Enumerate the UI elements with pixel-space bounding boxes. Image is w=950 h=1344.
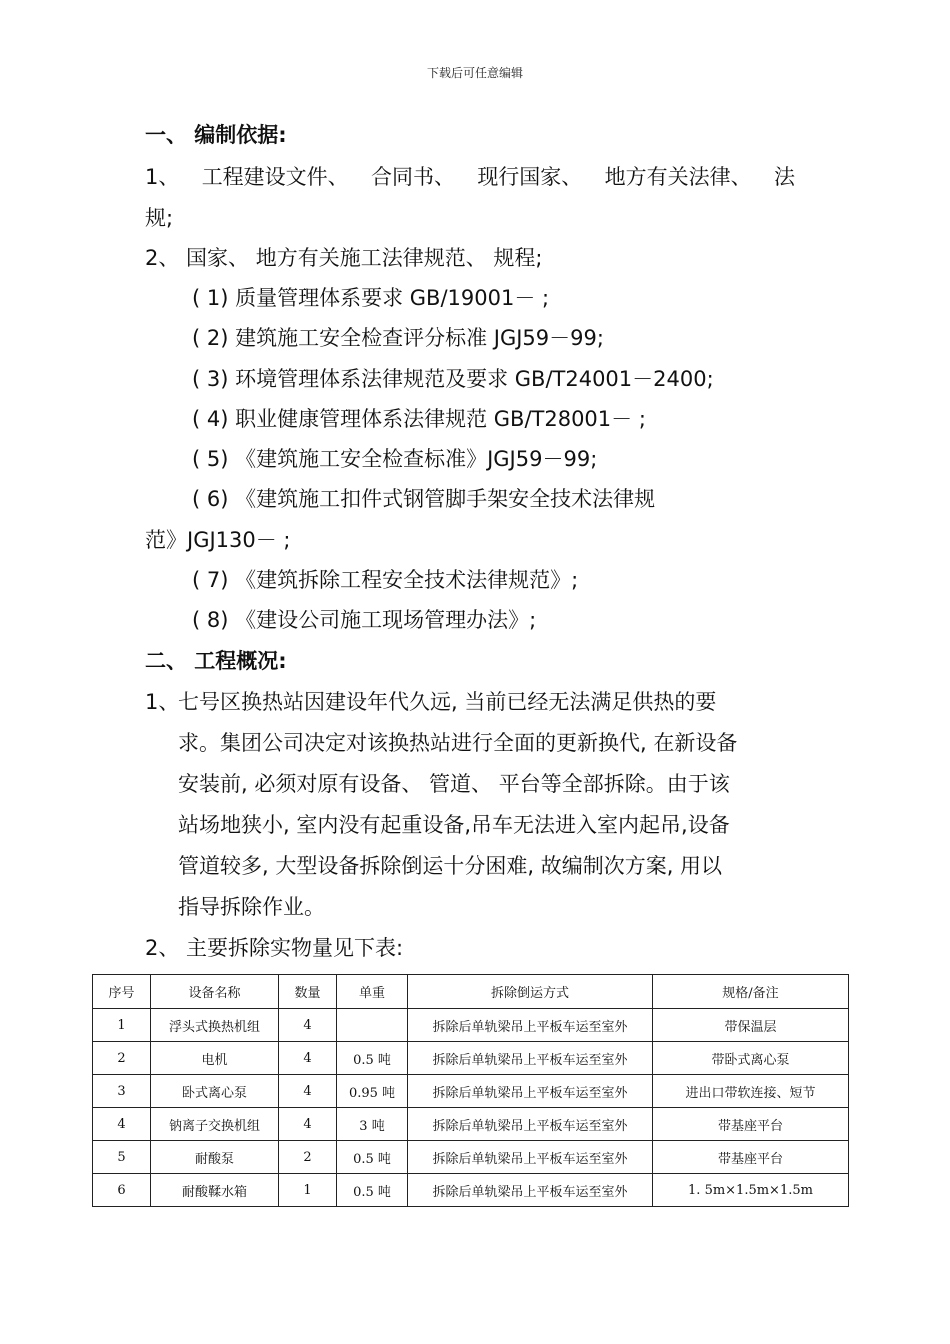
header-cell: 规格/备注	[653, 975, 849, 1009]
table-cell: 卧式离心泵	[151, 1075, 279, 1108]
table-row	[93, 1009, 849, 1042]
section1-title: 一、 编制依据:	[145, 123, 287, 147]
table-cell: 拆除后单轨梁吊上平板车运至室外	[408, 1108, 653, 1141]
table-cell: 1	[279, 1174, 337, 1207]
table-cell: 4	[279, 1042, 337, 1075]
table-cell: 4	[279, 1075, 337, 1108]
item1-part: 工程建设文件、	[201, 165, 349, 189]
table-cell: 2	[93, 1042, 151, 1075]
subitem-1: ( 1) 质量管理体系要求 GB/19001－ ;	[192, 286, 550, 310]
table-cell: 2	[279, 1141, 337, 1174]
section2-item2: 2、 主要拆除实物量见下表:	[145, 936, 404, 960]
table-cell: 5	[93, 1141, 151, 1174]
header-cell: 设备名称	[151, 975, 279, 1009]
table-row	[93, 1075, 849, 1108]
subitem-8: ( 8) 《建设公司施工现场管理办法》;	[192, 608, 537, 632]
paragraph-line: 七号区换热站因建设年代久远, 当前已经无法满足供热的要	[178, 690, 717, 714]
table-cell: 耐酸鞣水箱	[151, 1174, 279, 1207]
section1-item1	[145, 162, 795, 192]
paragraph-line: 管道较多, 大型设备拆除倒运十分困难, 故编制次方案, 用以	[178, 854, 723, 878]
table-cell	[337, 1009, 408, 1042]
table-row	[93, 1042, 849, 1075]
table-cell: 6	[93, 1174, 151, 1207]
item1-part: 地方有关法律、	[604, 165, 752, 189]
table-cell: 0.5 吨	[337, 1042, 408, 1075]
subitem-2: ( 2) 建筑施工安全检查评分标准 JGJ59－99;	[192, 326, 604, 350]
table-cell: 4	[279, 1009, 337, 1042]
table-cell: 0.5 吨	[337, 1174, 408, 1207]
section2-item1-number: 1、	[145, 690, 180, 714]
table-cell: 带基座平台	[653, 1141, 849, 1174]
table-cell: 拆除后单轨梁吊上平板车运至室外	[408, 1141, 653, 1174]
table-row	[93, 1108, 849, 1141]
subitem-3: ( 3) 环境管理体系法律规范及要求 GB/T24001－2400;	[192, 367, 714, 391]
item1-part: 现行国家、	[477, 165, 583, 189]
table-cell: 带保温层	[653, 1009, 849, 1042]
paragraph-line: 安装前, 必须对原有设备、 管道、 平台等全部拆除。由于该	[178, 772, 730, 796]
table-cell: 3	[93, 1075, 151, 1108]
table-cell: 浮头式换热机组	[151, 1009, 279, 1042]
table-cell: 带卧式离心泵	[653, 1042, 849, 1075]
section1-item2: 2、 国家、 地方有关施工法律规范、 规程;	[145, 246, 543, 270]
subitem-5: ( 5) 《建筑施工安全检查标准》JGJ59－99;	[192, 447, 598, 471]
table-row	[93, 1141, 849, 1174]
subitem-7: ( 7) 《建筑拆除工程安全技术法律规范》;	[192, 568, 579, 592]
table-cell: 4	[93, 1108, 151, 1141]
table-cell: 3 吨	[337, 1108, 408, 1141]
table-cell: 拆除后单轨梁吊上平板车运至室外	[408, 1042, 653, 1075]
item1-part: 1、	[145, 165, 180, 189]
table-cell: 钠离子交换机组	[151, 1108, 279, 1141]
table-cell: 耐酸泵	[151, 1141, 279, 1174]
subitem-6: ( 6) 《建筑施工扣件式钢管脚手架安全技术法律规	[192, 487, 656, 511]
item1-part: 合同书、	[371, 165, 455, 189]
header-cell: 单重	[337, 975, 408, 1009]
demolition-table	[92, 974, 849, 1207]
table-row	[93, 1174, 849, 1207]
subitem-6-cont: 范》JGJ130－ ;	[145, 528, 291, 552]
table-cell: 4	[279, 1108, 337, 1141]
table-cell: 1	[93, 1009, 151, 1042]
table-cell: 0.95 吨	[337, 1075, 408, 1108]
table-cell: 0.5 吨	[337, 1141, 408, 1174]
table-cell: 带基座平台	[653, 1108, 849, 1141]
paragraph-line: 求。集团公司决定对该换热站进行全面的更新换代, 在新设备	[178, 731, 738, 755]
page-header: 下载后可任意编辑	[426, 66, 523, 80]
table-cell: 拆除后单轨梁吊上平板车运至室外	[408, 1174, 653, 1207]
table-cell: 电机	[151, 1042, 279, 1075]
table-cell: 1. 5m×1.5m×1.5m	[653, 1174, 849, 1207]
header-cell: 序号	[93, 975, 151, 1009]
table-cell: 拆除后单轨梁吊上平板车运至室外	[408, 1009, 653, 1042]
paragraph-line: 指导拆除作业。	[178, 895, 325, 919]
header-cell: 数量	[279, 975, 337, 1009]
header-cell: 拆除倒运方式	[408, 975, 653, 1009]
section1-item1-cont: 规;	[145, 206, 174, 230]
subitem-4: ( 4) 职业健康管理体系法律规范 GB/T28001－ ;	[192, 407, 646, 431]
table-cell: 拆除后单轨梁吊上平板车运至室外	[408, 1075, 653, 1108]
section2-title: 二、 工程概况:	[145, 649, 287, 673]
table-header-row	[93, 975, 849, 1009]
item1-part: 法	[773, 165, 795, 189]
table-cell: 进出口带软连接、短节	[653, 1075, 849, 1108]
paragraph-line: 站场地狭小, 室内没有起重设备,吊车无法进入室内起吊,设备	[178, 813, 730, 837]
